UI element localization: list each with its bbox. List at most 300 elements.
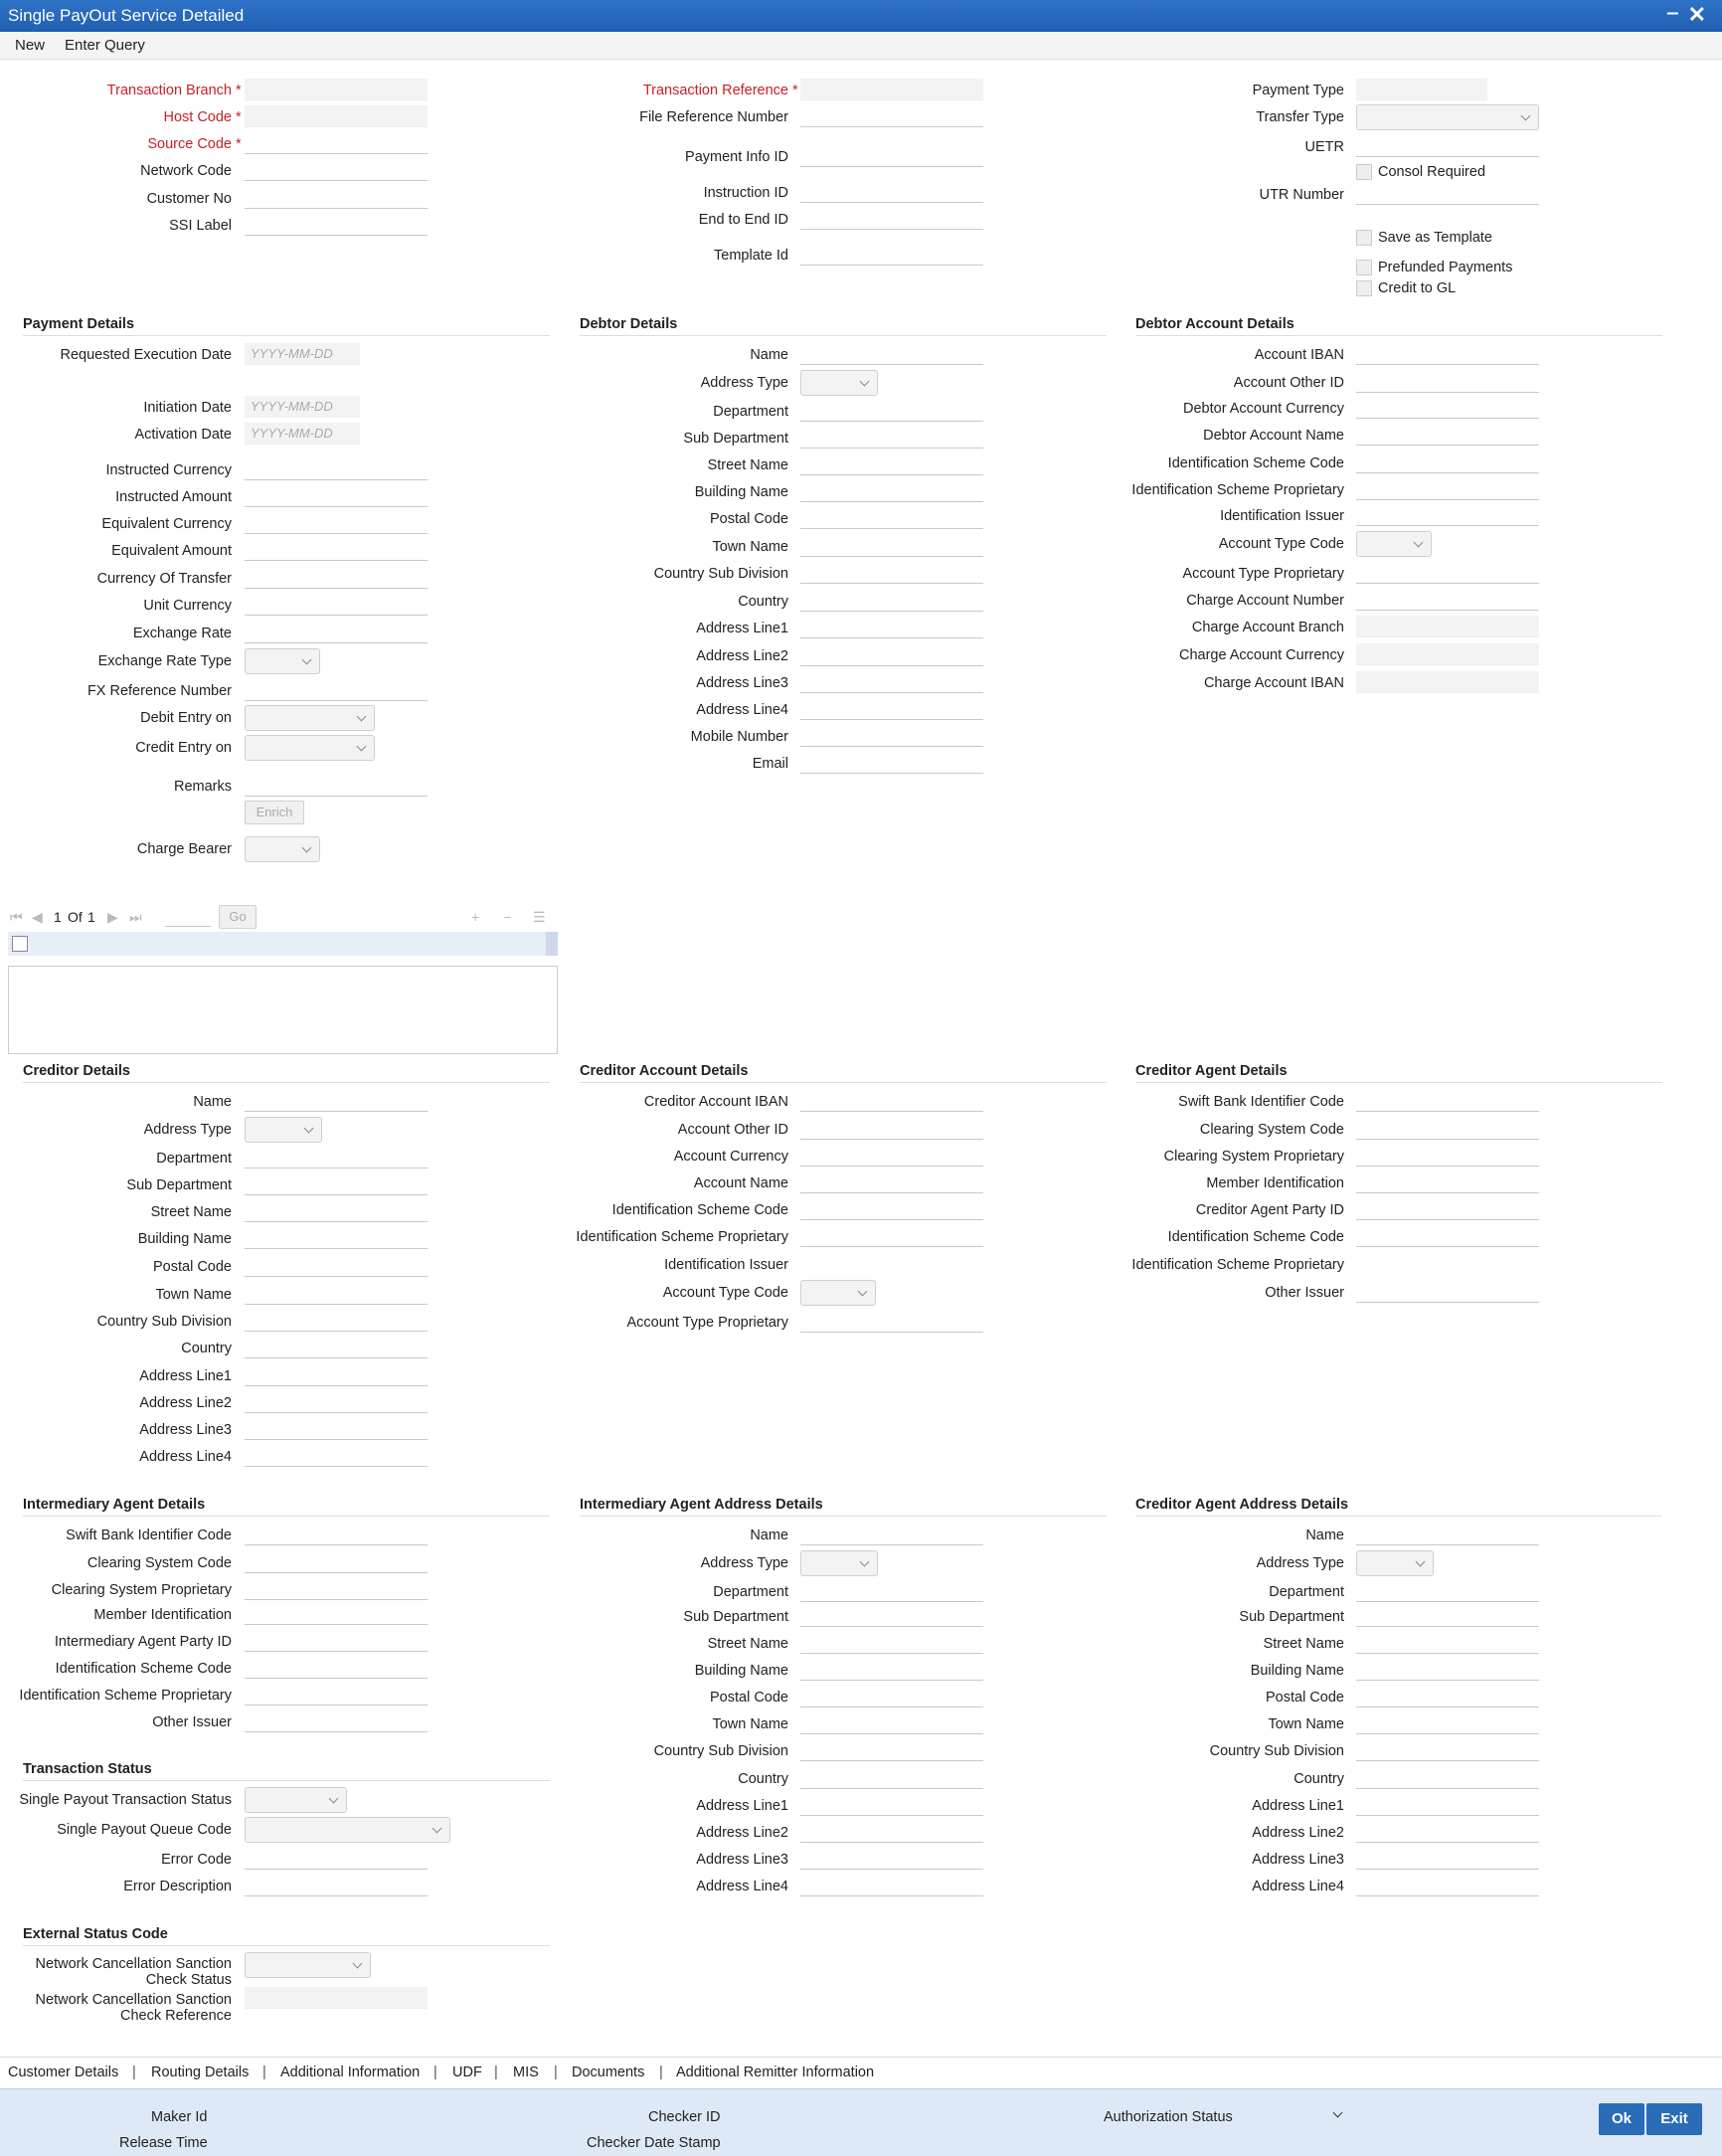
creditor-agent-addr-address-line3-input[interactable] — [1356, 1848, 1539, 1870]
creditor-agent-addr-sub-department-input[interactable] — [1356, 1605, 1539, 1627]
single-payout-transaction-status-label: Single Payout Transaction Status — [19, 1792, 232, 1808]
creditor-town-name-input[interactable] — [245, 1283, 428, 1305]
section-divider — [23, 1945, 550, 1946]
creditor-agent-details-section-title: Creditor Agent Details — [1135, 1063, 1288, 1079]
debtor-acct-identification-scheme-code-label: Identification Scheme Code — [1167, 455, 1344, 471]
prev-page-icon[interactable]: ◀ — [32, 909, 43, 925]
creditor-acct-identification-scheme-proprietary-input[interactable] — [800, 1225, 983, 1247]
debtor-town-name-label: Town Name — [712, 539, 788, 555]
link-additional-remitter-information[interactable]: Additional Remitter Information — [676, 2065, 875, 2080]
form-body — [0, 60, 1722, 2049]
currency-of-transfer-input[interactable] — [245, 567, 428, 589]
grid-scrollbar[interactable] — [546, 932, 558, 956]
creditor-acct-account-type-proprietary-label: Account Type Proprietary — [626, 1315, 788, 1331]
intermediary-addr-street-name-label: Street Name — [707, 1636, 788, 1652]
intermediary-agent-address-section-title: Intermediary Agent Address Details — [580, 1497, 823, 1513]
section-divider — [23, 1780, 550, 1781]
intermediary-addr-address-type-label: Address Type — [700, 1555, 788, 1571]
source-code-input[interactable] — [245, 132, 428, 154]
uetr-label: UETR — [1304, 139, 1344, 155]
intermediary-agent-clearing-system-proprietary-input[interactable] — [245, 1578, 428, 1600]
transaction-status-section-title: Transaction Status — [23, 1761, 152, 1777]
credit-entry-on-label: Credit Entry on — [135, 740, 232, 756]
debtor-details-section-title: Debtor Details — [580, 316, 678, 332]
creditor-agent-addr-address-type-label: Address Type — [1256, 1555, 1344, 1571]
window-titlebar — [0, 0, 1722, 32]
menu-new[interactable]: New — [15, 37, 46, 54]
creditor-agent-addr-postal-code-input[interactable] — [1356, 1686, 1539, 1707]
creditor-agent-address-section-title: Creditor Agent Address Details — [1135, 1497, 1349, 1513]
creditor-address-line1-input[interactable] — [245, 1364, 428, 1386]
creditor-acct-creditor-account-iban-input[interactable] — [800, 1090, 983, 1112]
debtor-acct-account-iban-label: Account IBAN — [1254, 347, 1344, 363]
creditor-name-label: Name — [193, 1094, 232, 1110]
intermediary-addr-country-sub-division-label: Country Sub Division — [653, 1743, 788, 1759]
payment-details-section-title: Payment Details — [23, 316, 135, 332]
creditor-country-label: Country — [181, 1341, 232, 1356]
network-cancellation-sanction-check-reference-input[interactable] — [245, 1987, 428, 2009]
creditor-agent-addr-address-line1-input[interactable] — [1356, 1794, 1539, 1816]
creditor-agent-clearing-system-proprietary-input[interactable] — [1356, 1145, 1539, 1167]
page-number-input[interactable] — [165, 905, 211, 927]
debtor-acct-account-type-proprietary-label: Account Type Proprietary — [1182, 566, 1344, 582]
debtor-acct-account-iban-input[interactable] — [1356, 343, 1539, 365]
creditor-agent-addr-building-name-label: Building Name — [1250, 1663, 1344, 1679]
intermediary-addr-postal-code-input[interactable] — [800, 1686, 983, 1707]
creditor-agent-addr-postal-code-label: Postal Code — [1266, 1690, 1344, 1706]
creditor-acct-identification-scheme-code-input[interactable] — [800, 1198, 983, 1220]
close-icon[interactable]: ✕ — [1687, 2, 1706, 27]
page-current: 1 — [54, 909, 62, 925]
creditor-department-label: Department — [156, 1151, 232, 1167]
initiation-date-date-input[interactable]: YYYY-MM-DD — [245, 396, 360, 418]
debtor-acct-identification-scheme-proprietary-label: Identification Scheme Proprietary — [1131, 482, 1344, 498]
exchange-rate-label: Exchange Rate — [132, 626, 232, 641]
creditor-address-line4-label: Address Line4 — [139, 1449, 232, 1465]
window-title: Single PayOut Service Detailed — [8, 6, 245, 25]
debtor-address-line3-input[interactable] — [800, 671, 983, 693]
creditor-address-line1-label: Address Line1 — [139, 1368, 232, 1384]
utr-number-label: UTR Number — [1259, 187, 1344, 203]
intermediary-agent-details-section-title: Intermediary Agent Details — [23, 1497, 206, 1513]
unit-currency-input[interactable] — [245, 594, 428, 616]
checker-id-label: Checker ID — [648, 2109, 721, 2125]
exchange-rate-type-label: Exchange Rate Type — [97, 653, 232, 669]
transaction-reference-label: Transaction Reference — [642, 83, 788, 98]
fx-reference-number-input[interactable] — [245, 679, 428, 701]
intermediary-addr-town-name-input[interactable] — [800, 1712, 983, 1734]
section-divider — [1135, 1082, 1662, 1083]
debit-entry-on-select[interactable] — [245, 705, 375, 731]
exchange-rate-type-select[interactable] — [245, 648, 320, 674]
equivalent-amount-label: Equivalent Amount — [111, 543, 232, 559]
creditor-agent-addr-name-input[interactable] — [1356, 1524, 1539, 1545]
ssi-label-input[interactable] — [245, 214, 428, 236]
creditor-agent-clearing-system-code-input[interactable] — [1356, 1118, 1539, 1140]
intermediary-addr-address-line3-label: Address Line3 — [696, 1852, 788, 1868]
creditor-agent-other-issuer-input[interactable] — [1356, 1281, 1539, 1303]
creditor-agent-addr-department-input[interactable] — [1356, 1580, 1539, 1602]
intermediary-addr-sub-department-input[interactable] — [800, 1605, 983, 1627]
creditor-sub-department-input[interactable] — [245, 1173, 428, 1195]
end-to-end-id-input[interactable] — [800, 208, 983, 230]
intermediary-addr-address-line1-label: Address Line1 — [696, 1798, 788, 1814]
intermediary-addr-address-line4-label: Address Line4 — [696, 1879, 788, 1894]
transfer-type-select[interactable] — [1356, 104, 1539, 130]
intermediary-agent-member-identification-input[interactable] — [245, 1603, 428, 1625]
debtor-mobile-number-input[interactable] — [800, 725, 983, 747]
chevron-down-icon — [1333, 2108, 1343, 2118]
creditor-acct-account-currency-label: Account Currency — [673, 1149, 788, 1165]
single-payout-transaction-status-select[interactable] — [245, 1787, 347, 1813]
creditor-country-sub-division-label: Country Sub Division — [96, 1314, 232, 1330]
charges-grid — [8, 903, 558, 1054]
save-as-template-label: Save as Template — [1378, 230, 1492, 246]
instructed-currency-input[interactable] — [245, 458, 428, 480]
instructed-amount-label: Instructed Amount — [115, 489, 232, 505]
creditor-agent-creditor-agent-party-id-input[interactable] — [1356, 1198, 1539, 1220]
link-separator: | — [494, 2065, 498, 2080]
template-id-input[interactable] — [800, 244, 983, 266]
transaction-branch-input[interactable] — [245, 79, 428, 100]
consol-required-checkbox[interactable] — [1356, 164, 1372, 180]
file-reference-number-input[interactable] — [800, 105, 983, 127]
single-payout-queue-code-select[interactable] — [245, 1817, 450, 1843]
debtor-building-name-input[interactable] — [800, 480, 983, 502]
creditor-acct-creditor-account-iban-label: Creditor Account IBAN — [643, 1094, 788, 1110]
intermediary-agent-other-issuer-input[interactable] — [245, 1710, 428, 1732]
creditor-agent-addr-town-name-input[interactable] — [1356, 1712, 1539, 1734]
intermediary-addr-department-input[interactable] — [800, 1580, 983, 1602]
creditor-agent-swift-bank-identifier-code-input[interactable] — [1356, 1090, 1539, 1112]
network-cancellation-sanction-check-status-label: Network Cancellation Sanction Check Status — [35, 1956, 232, 1988]
transaction-reference-input[interactable] — [800, 79, 983, 100]
creditor-acct-identification-scheme-code-label: Identification Scheme Code — [611, 1202, 788, 1218]
network-cancellation-sanction-check-status-select[interactable] — [245, 1952, 371, 1978]
debtor-address-line4-input[interactable] — [800, 698, 983, 720]
creditor-building-name-input[interactable] — [245, 1227, 428, 1249]
section-divider — [1135, 1516, 1662, 1517]
intermediary-agent-clearing-system-code-label: Clearing System Code — [86, 1555, 232, 1571]
remarks-input[interactable] — [245, 775, 428, 797]
creditor-agent-addr-address-type-select[interactable] — [1356, 1550, 1434, 1576]
next-page-icon[interactable]: ▶ — [107, 909, 118, 925]
section-divider — [580, 1516, 1107, 1517]
grid-body — [8, 966, 558, 1054]
fx-reference-number-label: FX Reference Number — [86, 683, 232, 699]
payment-info-id-input[interactable] — [800, 145, 983, 167]
creditor-agent-addr-department-label: Department — [1269, 1584, 1344, 1600]
uetr-input[interactable] — [1356, 135, 1539, 157]
equivalent-amount-input[interactable] — [245, 539, 428, 561]
creditor-agent-identification-scheme-code-input[interactable] — [1356, 1225, 1539, 1247]
intermediary-agent-member-identification-label: Member Identification — [93, 1607, 232, 1623]
debtor-sub-department-input[interactable] — [800, 427, 983, 449]
creditor-agent-identification-scheme-code-label: Identification Scheme Code — [1167, 1229, 1344, 1245]
creditor-country-sub-division-input[interactable] — [245, 1310, 428, 1332]
debtor-acct-charge-account-iban-input[interactable] — [1356, 671, 1539, 693]
section-divider — [580, 1082, 1107, 1083]
requested-execution-date-label: Requested Execution Date — [60, 347, 232, 363]
list-view-icon[interactable]: ☰ — [533, 909, 546, 925]
creditor-agent-clearing-system-code-label: Clearing System Code — [1199, 1122, 1344, 1138]
intermediary-addr-name-input[interactable] — [800, 1524, 983, 1545]
customer-no-input[interactable] — [245, 187, 428, 209]
exchange-rate-input[interactable] — [245, 622, 428, 643]
intermediary-addr-address-line3-input[interactable] — [800, 1848, 983, 1870]
intermediary-addr-address-type-select[interactable] — [800, 1550, 878, 1576]
creditor-agent-addr-country-input[interactable] — [1356, 1767, 1539, 1789]
creditor-acct-account-type-code-select[interactable] — [800, 1280, 876, 1306]
debtor-acct-identification-scheme-proprietary-input[interactable] — [1356, 478, 1539, 500]
intermediary-addr-country-label: Country — [738, 1771, 788, 1787]
section-divider — [23, 1516, 550, 1517]
creditor-acct-account-other-id-input[interactable] — [800, 1118, 983, 1140]
intermediary-addr-address-line4-input[interactable] — [800, 1875, 983, 1896]
debtor-acct-debtor-account-currency-input[interactable] — [1356, 397, 1539, 419]
intermediary-addr-sub-department-label: Sub Department — [683, 1609, 788, 1625]
creditor-postal-code-input[interactable] — [245, 1255, 428, 1277]
creditor-acct-identification-scheme-proprietary-label: Identification Scheme Proprietary — [576, 1229, 788, 1245]
template-id-label: Template Id — [714, 248, 788, 264]
section-divider — [1135, 335, 1662, 336]
link-separator: | — [262, 2065, 266, 2080]
debtor-acct-charge-account-number-input[interactable] — [1356, 589, 1539, 611]
creditor-acct-account-currency-input[interactable] — [800, 1145, 983, 1167]
required-marker: * — [236, 136, 242, 152]
debtor-acct-account-type-code-label: Account Type Code — [1218, 536, 1344, 552]
instruction-id-input[interactable] — [800, 181, 983, 203]
transfer-type-label: Transfer Type — [1256, 109, 1344, 125]
creditor-agent-swift-bank-identifier-code-label: Swift Bank Identifier Code — [1178, 1094, 1344, 1110]
link-separator: | — [659, 2065, 663, 2080]
debtor-department-input[interactable] — [800, 400, 983, 422]
maker-id-label: Maker Id — [151, 2109, 208, 2125]
host-code-input[interactable] — [245, 105, 428, 127]
release-time-label: Release Time — [119, 2135, 208, 2151]
section-divider — [23, 1082, 550, 1083]
error-description-input[interactable] — [245, 1875, 428, 1896]
debtor-acct-charge-account-currency-input[interactable] — [1356, 643, 1539, 665]
intermediary-addr-country-sub-division-input[interactable] — [800, 1739, 983, 1761]
creditor-town-name-label: Town Name — [155, 1287, 232, 1303]
creditor-agent-addr-building-name-input[interactable] — [1356, 1659, 1539, 1681]
intermediary-addr-town-name-label: Town Name — [712, 1716, 788, 1732]
debtor-acct-account-type-proprietary-input[interactable] — [1356, 562, 1539, 584]
single-payout-queue-code-label: Single Payout Queue Code — [57, 1822, 232, 1838]
payment-info-id-label: Payment Info ID — [685, 149, 788, 165]
creditor-acct-identification-issuer-label: Identification Issuer — [664, 1257, 788, 1273]
go-button[interactable]: Go — [219, 905, 257, 929]
creditor-agent-member-identification-label: Member Identification — [1206, 1175, 1344, 1191]
debtor-address-type-select[interactable] — [800, 370, 878, 396]
network-cancellation-sanction-check-reference-label: Network Cancellation Sanction Check Reference — [35, 1992, 232, 2024]
status-bar — [0, 2088, 1722, 2156]
creditor-agent-addr-address-line2-input[interactable] — [1356, 1821, 1539, 1843]
debtor-street-name-input[interactable] — [800, 453, 983, 475]
intermediary-addr-building-name-input[interactable] — [800, 1659, 983, 1681]
intermediary-addr-country-input[interactable] — [800, 1767, 983, 1789]
required-marker: * — [792, 83, 798, 98]
debtor-country-sub-division-input[interactable] — [800, 562, 983, 584]
creditor-acct-account-name-input[interactable] — [800, 1171, 983, 1193]
external-status-code-section-title: External Status Code — [23, 1926, 168, 1942]
activation-date-label: Activation Date — [134, 427, 232, 443]
authorization-status-dropdown[interactable] — [1332, 2107, 1344, 2123]
activation-date-date-input[interactable]: YYYY-MM-DD — [245, 423, 360, 445]
debtor-address-line1-input[interactable] — [800, 617, 983, 638]
creditor-acct-account-type-proprietary-input[interactable] — [800, 1311, 983, 1333]
instructed-amount-input[interactable] — [245, 485, 428, 507]
required-marker: * — [236, 109, 242, 125]
consol-required-label: Consol Required — [1378, 164, 1486, 180]
debtor-town-name-input[interactable] — [800, 535, 983, 557]
creditor-agent-addr-address-line4-input[interactable] — [1356, 1875, 1539, 1896]
ok-button[interactable]: Ok — [1599, 2103, 1644, 2135]
footer-links — [0, 2057, 1722, 2088]
debtor-street-name-label: Street Name — [707, 457, 788, 473]
error-code-input[interactable] — [245, 1848, 428, 1870]
grid-pager — [8, 903, 558, 931]
creditor-building-name-label: Building Name — [137, 1231, 232, 1247]
intermediary-agent-identification-scheme-proprietary-input[interactable] — [245, 1684, 428, 1706]
intermediary-addr-postal-code-label: Postal Code — [710, 1690, 788, 1706]
equivalent-currency-label: Equivalent Currency — [101, 516, 232, 532]
remarks-label: Remarks — [173, 779, 232, 795]
creditor-street-name-input[interactable] — [245, 1200, 428, 1222]
charge-bearer-select[interactable] — [245, 836, 320, 862]
utr-number-input[interactable] — [1356, 183, 1539, 205]
debtor-account-details-section-title: Debtor Account Details — [1135, 316, 1294, 332]
creditor-agent-identification-scheme-proprietary-label: Identification Scheme Proprietary — [1131, 1257, 1344, 1273]
intermediary-agent-identification-scheme-code-label: Identification Scheme Code — [55, 1661, 232, 1677]
requested-execution-date-date-input[interactable]: YYYY-MM-DD — [245, 343, 360, 365]
debtor-postal-code-input[interactable] — [800, 507, 983, 529]
menubar — [0, 32, 1722, 60]
creditor-acct-account-other-id-label: Account Other ID — [677, 1122, 788, 1138]
intermediary-agent-swift-bank-identifier-code-input[interactable] — [245, 1524, 428, 1545]
intermediary-addr-address-line2-input[interactable] — [800, 1821, 983, 1843]
creditor-agent-clearing-system-proprietary-label: Clearing System Proprietary — [1163, 1149, 1344, 1165]
debtor-country-label: Country — [738, 594, 788, 610]
creditor-address-line3-input[interactable] — [245, 1418, 428, 1440]
debtor-acct-identification-issuer-input[interactable] — [1356, 504, 1539, 526]
debtor-acct-charge-account-branch-input[interactable] — [1356, 616, 1539, 637]
creditor-address-line4-input[interactable] — [245, 1445, 428, 1467]
creditor-address-type-label: Address Type — [143, 1122, 232, 1138]
intermediary-addr-name-label: Name — [750, 1527, 788, 1543]
debtor-email-label: Email — [752, 756, 788, 772]
link-separator: | — [433, 2065, 437, 2080]
debtor-country-input[interactable] — [800, 590, 983, 612]
intermediary-agent-intermediary-agent-party-id-input[interactable] — [245, 1630, 428, 1652]
debtor-address-line2-input[interactable] — [800, 644, 983, 666]
delete-row-icon[interactable]: − — [503, 909, 512, 925]
debtor-address-line3-label: Address Line3 — [696, 675, 788, 691]
debtor-postal-code-label: Postal Code — [710, 511, 788, 527]
debtor-email-input[interactable] — [800, 752, 983, 774]
error-description-label: Error Description — [123, 1879, 232, 1894]
debtor-address-line1-label: Address Line1 — [696, 621, 788, 636]
currency-of-transfer-label: Currency Of Transfer — [96, 571, 232, 587]
creditor-name-input[interactable] — [245, 1090, 428, 1112]
intermediary-agent-identification-scheme-code-input[interactable] — [245, 1657, 428, 1679]
creditor-agent-addr-address-line3-label: Address Line3 — [1252, 1852, 1344, 1868]
save-as-template-checkbox[interactable] — [1356, 230, 1372, 246]
link-routing-details[interactable]: Routing Details — [151, 2065, 250, 2080]
intermediary-agent-identification-scheme-proprietary-label: Identification Scheme Proprietary — [19, 1688, 232, 1704]
add-row-icon[interactable]: + — [471, 909, 480, 925]
link-mis[interactable]: MIS — [513, 2065, 539, 2080]
creditor-department-input[interactable] — [245, 1147, 428, 1168]
exit-button[interactable]: Exit — [1646, 2103, 1702, 2135]
minimize-icon[interactable]: ‒ — [1666, 2, 1678, 24]
debtor-acct-account-other-id-input[interactable] — [1356, 371, 1539, 393]
creditor-agent-addr-address-line1-label: Address Line1 — [1252, 1798, 1344, 1814]
debtor-acct-charge-account-iban-label: Charge Account IBAN — [1203, 675, 1344, 691]
page-total: 1 — [87, 909, 95, 925]
creditor-agent-member-identification-input[interactable] — [1356, 1171, 1539, 1193]
creditor-postal-code-label: Postal Code — [153, 1259, 232, 1275]
file-reference-number-label: File Reference Number — [639, 109, 788, 125]
last-page-icon[interactable]: ⏭ — [129, 909, 142, 925]
host-code-label: Host Code — [163, 109, 232, 125]
page-of: Of — [68, 909, 83, 925]
select-all-checkbox[interactable] — [12, 936, 28, 952]
creditor-address-line2-input[interactable] — [245, 1391, 428, 1413]
debtor-address-line2-label: Address Line2 — [696, 648, 788, 664]
debtor-acct-debtor-account-name-label: Debtor Account Name — [1203, 428, 1344, 444]
network-code-input[interactable] — [245, 159, 428, 181]
link-additional-information[interactable]: Additional Information — [280, 2065, 421, 2080]
prefunded-payments-checkbox[interactable] — [1356, 260, 1372, 275]
enrich-button[interactable]: Enrich — [245, 801, 304, 824]
creditor-agent-addr-country-sub-division-input[interactable] — [1356, 1739, 1539, 1761]
payment-type-input[interactable] — [1356, 79, 1487, 100]
credit-to-gl-checkbox[interactable] — [1356, 280, 1372, 296]
creditor-agent-addr-country-label: Country — [1293, 1771, 1344, 1787]
unit-currency-label: Unit Currency — [143, 598, 232, 614]
intermediary-agent-swift-bank-identifier-code-label: Swift Bank Identifier Code — [66, 1527, 232, 1543]
debtor-acct-account-type-code-select[interactable] — [1356, 531, 1432, 557]
creditor-country-input[interactable] — [245, 1337, 428, 1358]
debtor-country-sub-division-label: Country Sub Division — [653, 566, 788, 582]
creditor-agent-addr-street-name-input[interactable] — [1356, 1632, 1539, 1654]
intermediary-addr-street-name-input[interactable] — [800, 1632, 983, 1654]
creditor-agent-addr-address-line4-label: Address Line4 — [1252, 1879, 1344, 1894]
link-customer-details[interactable]: Customer Details — [8, 2065, 119, 2080]
link-udf[interactable]: UDF — [452, 2065, 482, 2080]
section-divider — [580, 335, 1107, 336]
credit-entry-on-select[interactable] — [245, 735, 375, 761]
menu-enter-query[interactable]: Enter Query — [65, 37, 145, 54]
equivalent-currency-input[interactable] — [245, 512, 428, 534]
link-documents[interactable]: Documents — [572, 2065, 645, 2080]
debtor-acct-debtor-account-currency-label: Debtor Account Currency — [1183, 401, 1344, 417]
intermediary-addr-address-line1-input[interactable] — [800, 1794, 983, 1816]
creditor-agent-other-issuer-label: Other Issuer — [1265, 1285, 1344, 1301]
creditor-details-section-title: Creditor Details — [23, 1063, 130, 1079]
first-page-icon[interactable]: ⏮ — [10, 909, 23, 925]
debtor-name-input[interactable] — [800, 343, 983, 365]
debtor-acct-debtor-account-name-input[interactable] — [1356, 424, 1539, 446]
debtor-acct-charge-account-number-label: Charge Account Number — [1186, 593, 1344, 609]
intermediary-agent-clearing-system-code-input[interactable] — [245, 1551, 428, 1573]
ssi-label-label: SSI Label — [169, 218, 232, 234]
creditor-address-type-select[interactable] — [245, 1117, 322, 1143]
intermediary-agent-intermediary-agent-party-id-label: Intermediary Agent Party ID — [54, 1634, 232, 1650]
debtor-acct-identification-scheme-code-input[interactable] — [1356, 451, 1539, 473]
